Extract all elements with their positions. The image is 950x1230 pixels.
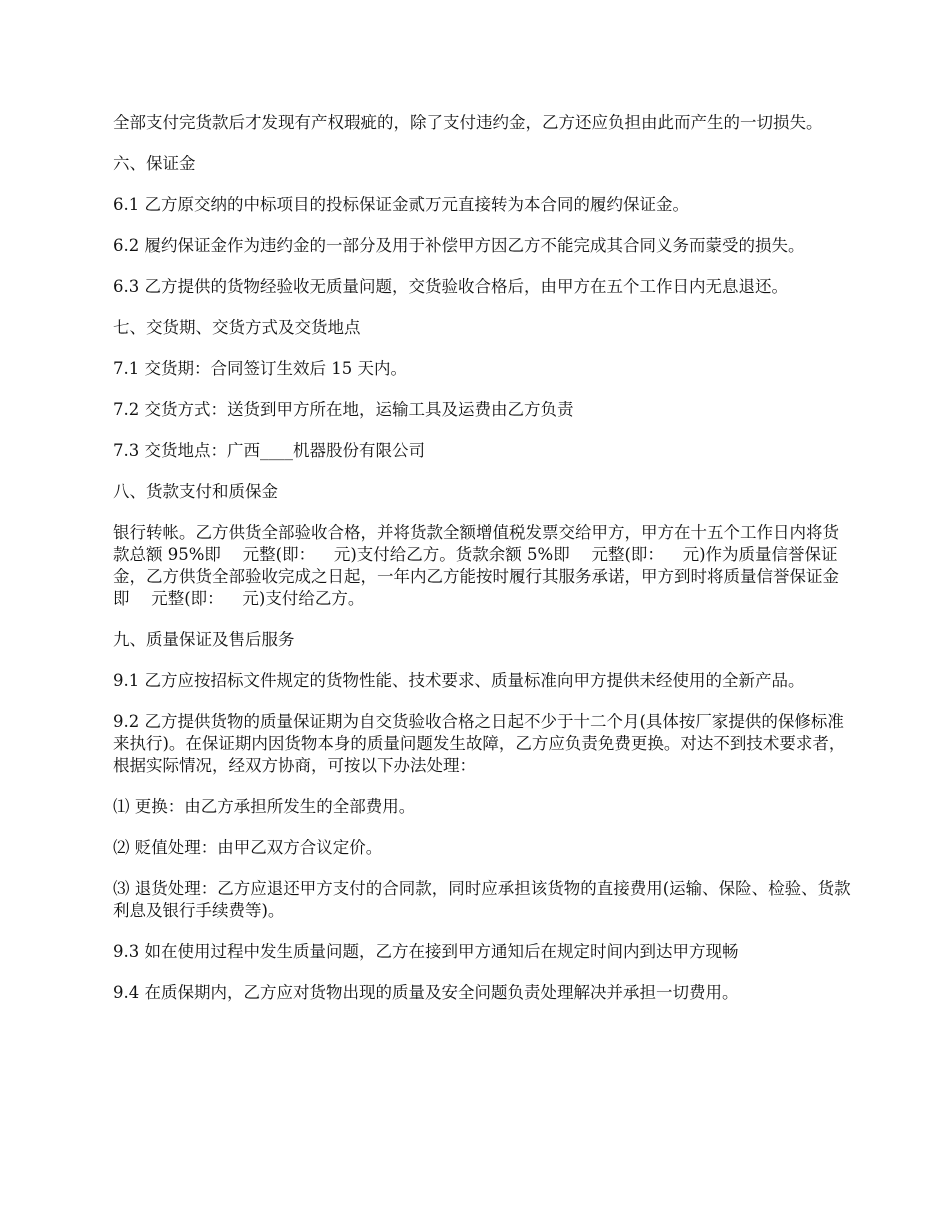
clause-7-3: 7.3 交货地点：广西____机器股份有限公司: [113, 441, 425, 460]
paragraph-penalty-continuation: 全部支付完货款后才发现有产权瑕疵的，除了支付违约金，乙方还应负担由此而产生的一切损失。: [113, 113, 823, 132]
document-body: [113, 112, 853, 1023]
clause-6-1: 6.1 乙方原交纳的中标项目的投标保证金贰万元直接转为本合同的履约保证金。: [113, 195, 689, 214]
section-heading-delivery: 七、交货期、交货方式及交货地点: [113, 318, 361, 337]
section-heading-warranty: 九、质量保证及售后服务: [113, 630, 295, 649]
remedy-devaluation: ⑵ 贬值处理：由甲乙双方合议定价。: [113, 838, 383, 857]
clause-7-1: 7.1 交货期：合同签订生效后 15 天内。: [113, 359, 407, 378]
clause-7-2: 7.2 交货方式：送货到甲方所在地，运输工具及运费由乙方负责: [113, 400, 574, 419]
clause-9-4: 9.4 在质保期内，乙方应对货物出现的质量及安全问题负责处理解决并承担一切费用。: [113, 983, 739, 1002]
section-heading-payment: 八、货款支付和质保金: [113, 482, 278, 501]
remedy-replace: ⑴ 更换：由乙方承担所发生的全部费用。: [113, 797, 416, 816]
clause-9-1: 9.1 乙方应按招标文件规定的货物性能、技术要求、质量标准向甲方提供未经使用的全新产品。: [113, 671, 805, 690]
remedy-return: ⑶ 退货处理：乙方应退还甲方支付的合同款，同时应承担该货物的直接费用(运输、保险、检验、货款利息及银行手续费等)。: [113, 879, 851, 920]
clause-9-2: 9.2 乙方提供货物的质量保证期为自交货验收合格之日起不少于十二个月(具体按厂家提供的保修标准来执行)。在保证期内因货物本身的质量问题发生故障，乙方应负责免费更换。对达不到技术要求者，根据实际情况，经双方协商，可按以下办法处理：: [113, 712, 846, 775]
clause-6-3: 6.3 乙方提供的货物经验收无质量问题，交货验收合格后，由甲方在五个工作日内无息退还。: [113, 277, 788, 296]
clause-6-2: 6.2 履约保证金作为违约金的一部分及用于补偿甲方因乙方不能完成其合同义务而蒙受的损失。: [113, 236, 805, 255]
clause-9-3: 9.3 如在使用过程中发生质量问题，乙方在接到甲方通知后在规定时间内到达甲方现畅: [113, 942, 739, 961]
section-heading-deposit: 六、保证金: [113, 154, 196, 173]
payment-terms: 银行转帐。乙方供货全部验收合格，并将货款全额增值税发票交给甲方，甲方在十五个工作日内将货款总额 95%即 元整(即： 元)支付给乙方。货款余额 5%即 元整(即： 元)作为质量信誉保证金，乙方供货全部验收完成之日起，一年内乙方能按时履行其服务承诺，甲方到时将质量信誉保证金即 元整(即： 元)支付给乙方。: [113, 523, 839, 608]
